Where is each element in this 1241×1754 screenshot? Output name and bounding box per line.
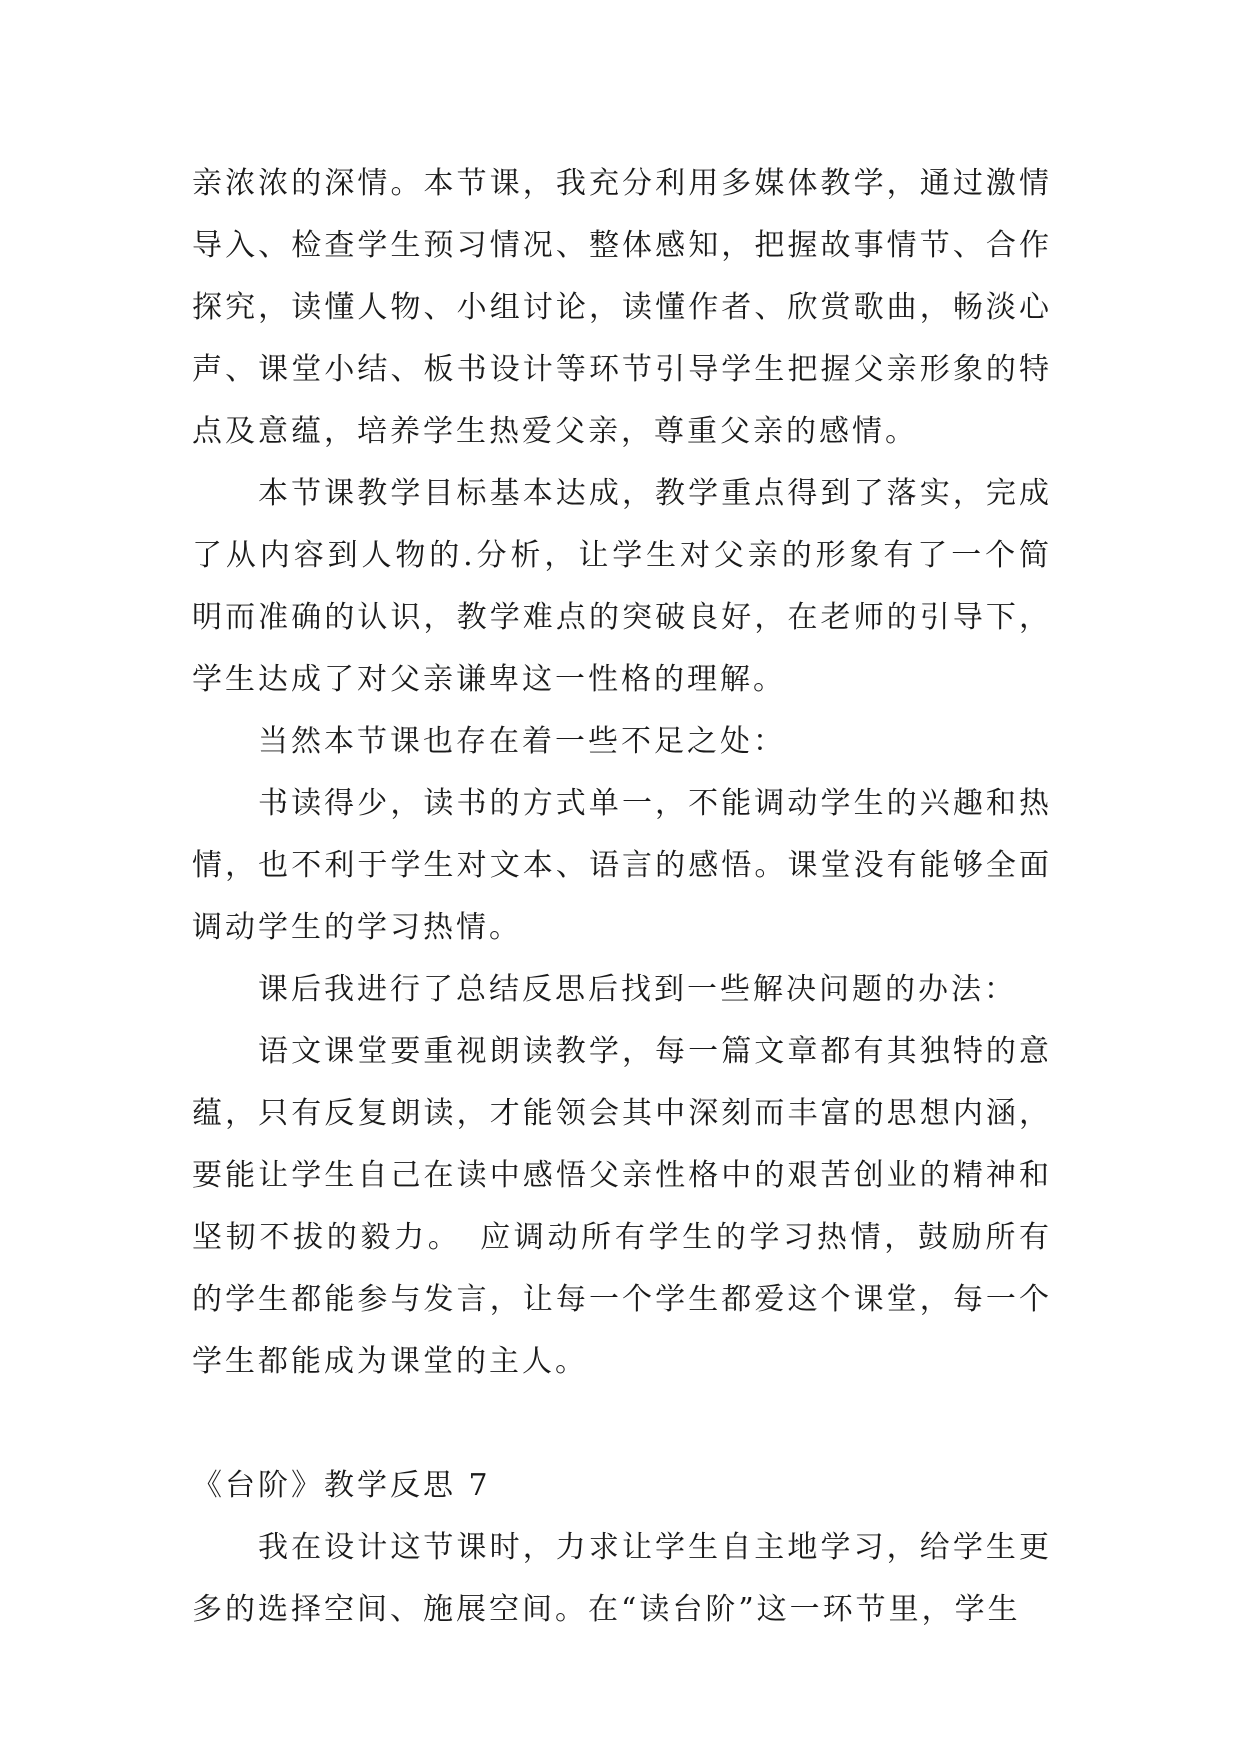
paragraph: 我在设计这节课时，力求让学生自主地学习，给学生更多的选择空间、施展空间。在“读台阶”这一环节里，学生 <box>192 1530 1052 1627</box>
paragraph: 当然本节课也存在着一些不足之处： <box>258 724 786 759</box>
paragraph-continuation: 亲浓浓的深情。本节课，我充分利用多媒体教学，通过激情导入、检查学生预习情况、整体感知，把握故事情节、合作探究，读懂人物、小组讨论，读懂作者、欣赏歌曲，畅淡心声、课堂小结、板书设计等环节引导学生把握父亲形象的特点及意蕴，培养学生热爱父亲，尊重父亲的感情。 <box>192 166 1052 449</box>
paragraph: 本节课教学目标基本达成，教学重点得到了落实，完成了从内容到人物的.分析，让学生对父亲的形象有了一个简明而准确的认识，教学难点的突破良好，在老师的引导下，学生达成了对父亲谦卑这一性格的理解。 <box>192 476 1052 697</box>
paragraph: 书读得少，读书的方式单一，不能调动学生的兴趣和热情，也不利于学生对文本、语言的感悟。课堂没有能够全面调动学生的学习热情。 <box>192 786 1052 945</box>
section-heading: 《台阶》教学反思 7 <box>192 1468 491 1503</box>
paragraph: 课后我进行了总结反思后找到一些解决问题的办法： <box>258 972 1017 1007</box>
document-body <box>192 153 1052 1641</box>
paragraph: 语文课堂要重视朗读教学，每一篇文章都有其独特的意蕴，只有反复朗读，才能领会其中深刻而丰富的思想内涵，要能让学生自己在读中感悟父亲性格中的艰苦创业的精神和坚韧不拔的毅力。 应调动所有学生的学习热情，鼓励所有的学生都能参与发言，让每一个学生都爱这个课堂，每一个学生都能成为课堂的主人。 <box>192 1034 1052 1379</box>
